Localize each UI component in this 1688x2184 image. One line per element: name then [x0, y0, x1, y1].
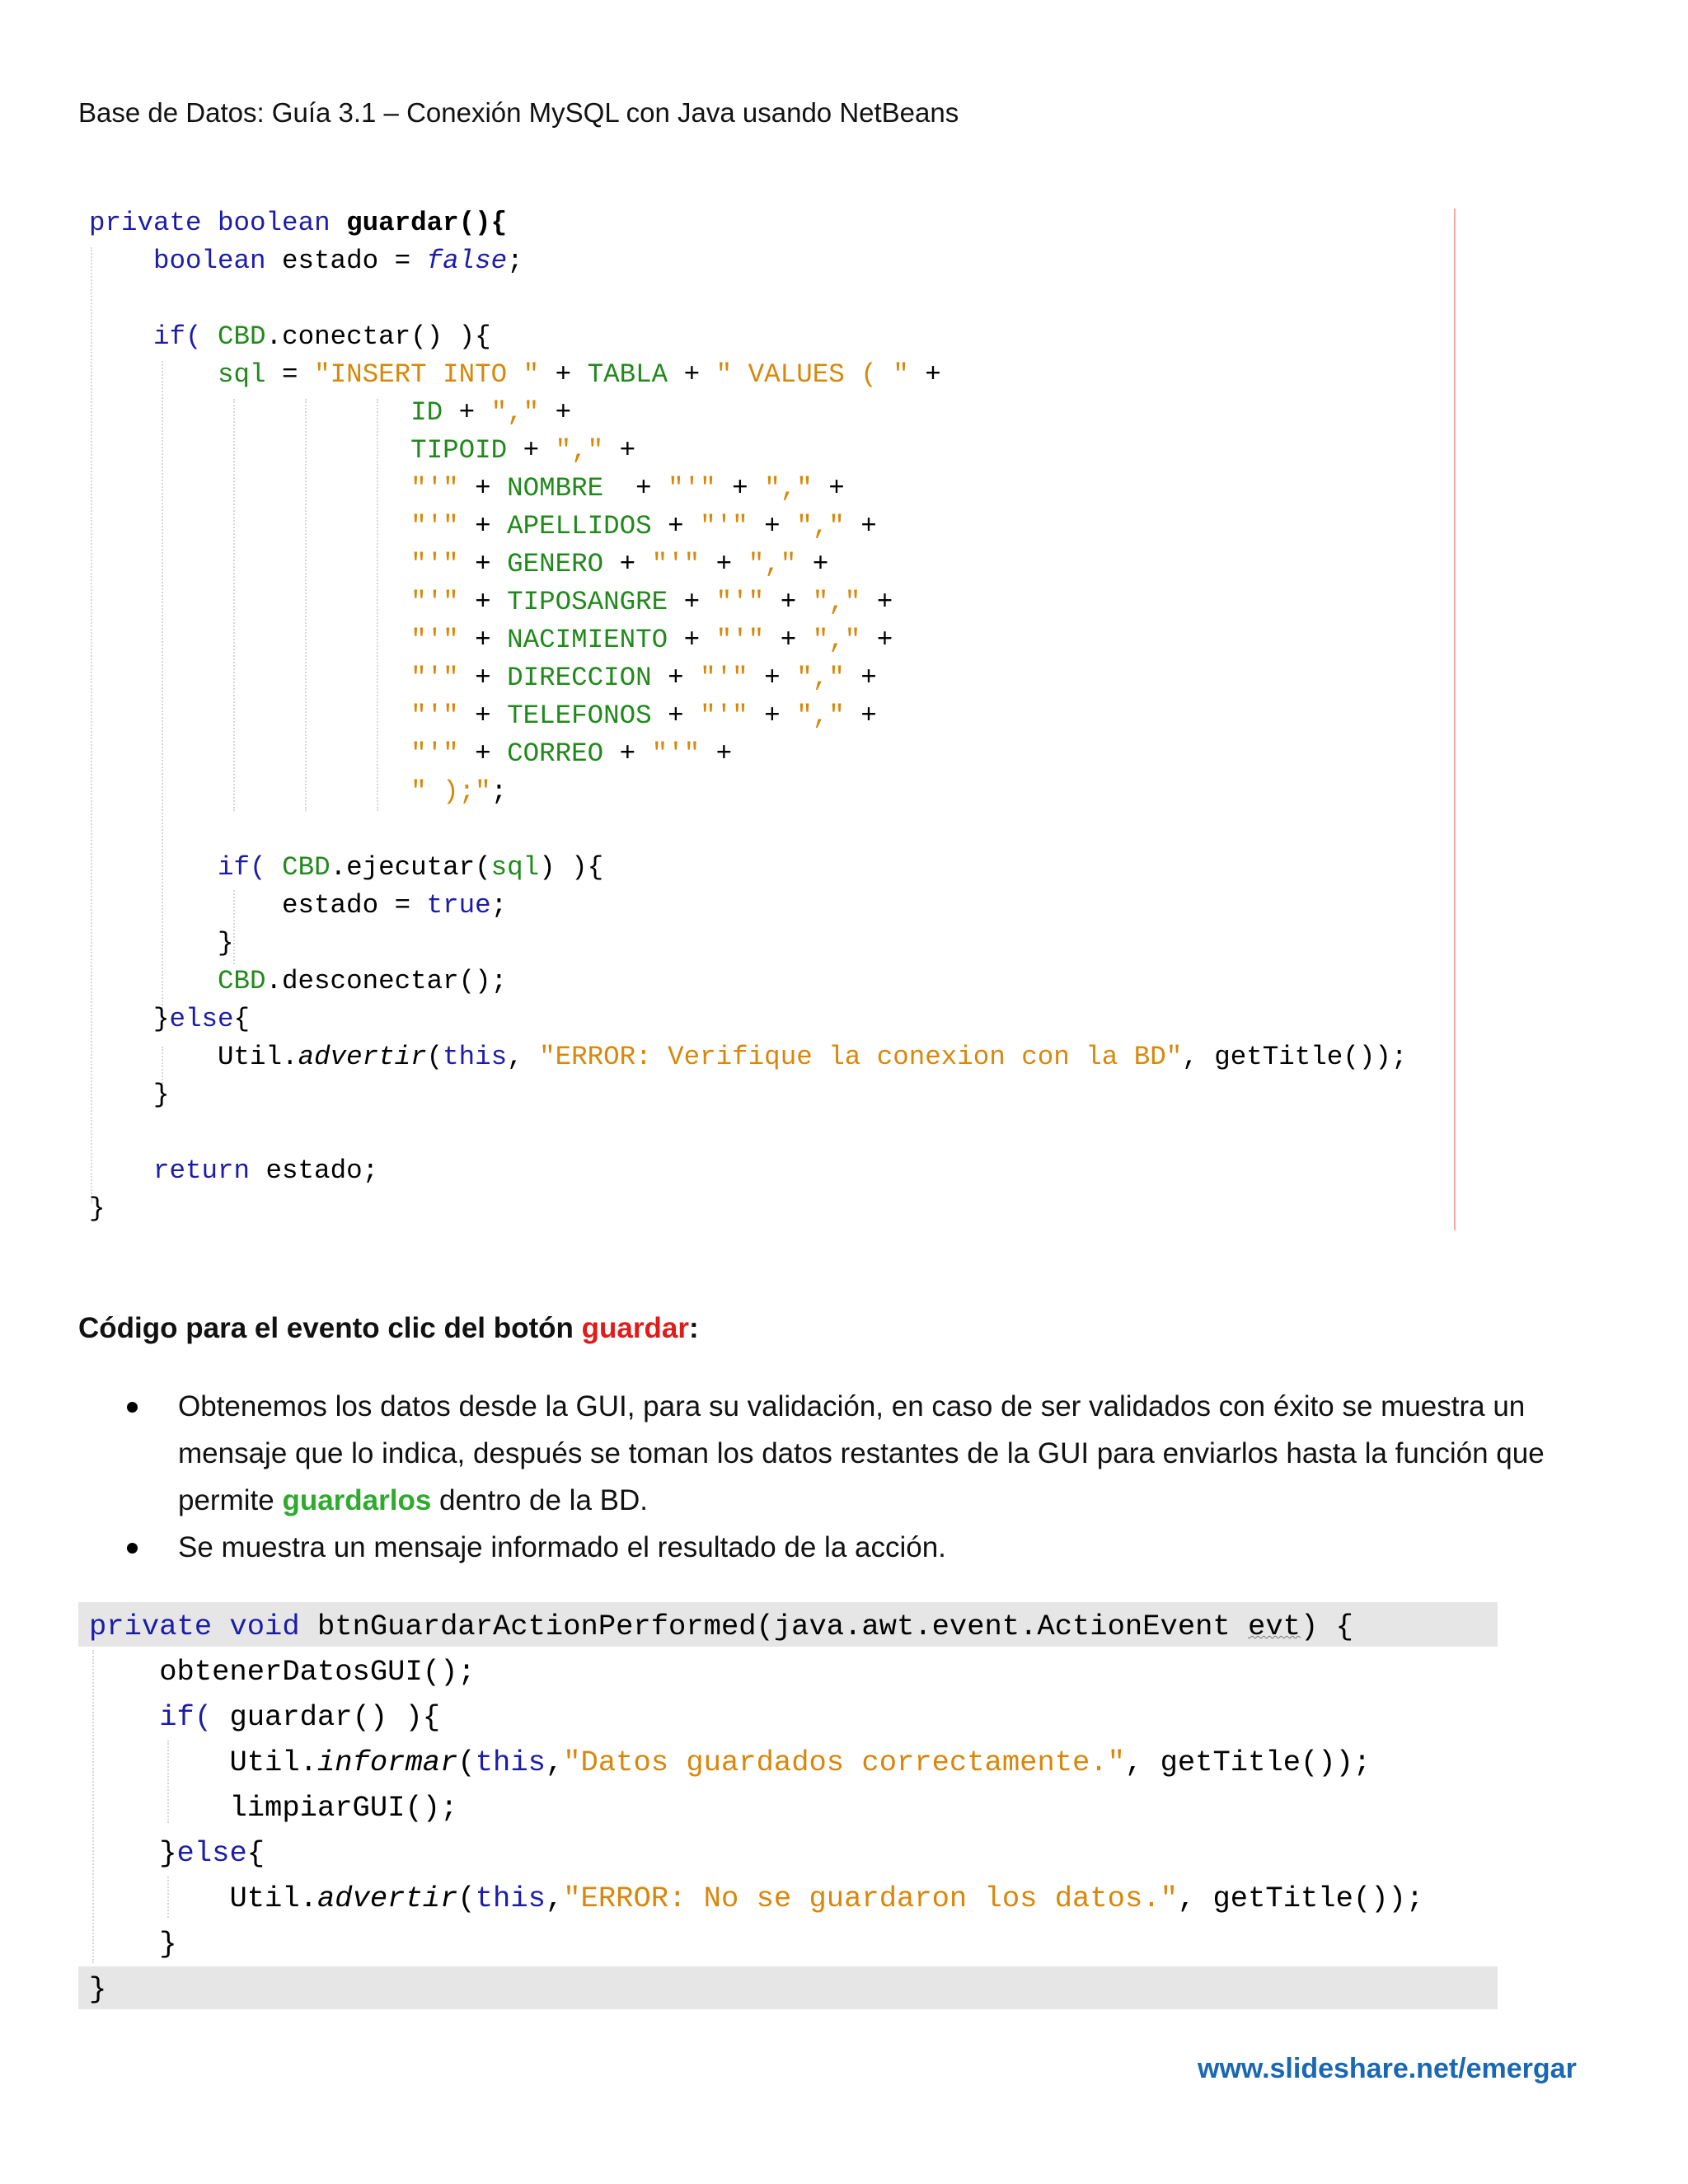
code-line: CBD.desconectar(); [218, 966, 508, 996]
code-line: }else{ [159, 1836, 265, 1870]
bullet-list [124, 1383, 1582, 1571]
code-line: Util.advertir(this, "ERROR: Verifique la conexion con la BD", getTitle()); [218, 1042, 1408, 1072]
code-line: "'" + GENERO + "'" + "," + [410, 549, 829, 579]
code-line: "'" + TELEFONOS + "'" + "," + [410, 701, 877, 731]
code-line: " );"; [410, 776, 508, 807]
code-line: estado = true; [282, 890, 508, 921]
code-block-btn-guardar [89, 1604, 1423, 2012]
code-line: limpiarGUI(); [229, 1791, 458, 1825]
code-line: } [218, 928, 234, 958]
section-title: Código para el evento clic del botón guardar: [78, 1312, 699, 1344]
code-line: "'" + APELLIDOS + "'" + "," + [410, 511, 877, 541]
code-line: "'" + CORREO + "'" + [410, 738, 733, 769]
code-line: "'" + TIPOSANGRE + "'" + "," + [410, 587, 893, 617]
bullet-icon [127, 1543, 138, 1554]
code-line: Util.informar(this,"Datos guardados correctamente.", getTitle()); [229, 1746, 1372, 1779]
code-line: } [89, 1972, 107, 2006]
code-line: if( guardar() ){ [159, 1700, 441, 1734]
code-line: ID + "," + [410, 397, 572, 428]
code-line: sql = "INSERT INTO " + TABLA + " VALUES ( " + [218, 359, 941, 390]
code-line: Util.advertir(this,"ERROR: No se guardaron los datos.", getTitle()); [229, 1882, 1424, 1915]
code-line: "'" + NOMBRE + "'" + "," + [410, 473, 845, 504]
document-header: Base de Datos: Guía 3.1 – Conexión MySQL con Java usando NetBeans [78, 97, 959, 128]
code-line: private void btnGuardarActionPerformed(java.awt.event.ActionEvent evt) { [89, 1610, 1353, 1643]
code-line: TIPOID + "," + [410, 435, 636, 466]
code-line: } [153, 1080, 170, 1110]
code-line: if( CBD.ejecutar(sql) ){ [218, 852, 604, 883]
code-line: }else{ [153, 1004, 251, 1034]
code-line: } [89, 1193, 106, 1224]
code-block-guardar [89, 204, 1407, 1228]
code-line: } [159, 1927, 177, 1961]
bullet-icon [127, 1402, 138, 1413]
footer-link[interactable]: www.slideshare.net/emergar [1198, 2053, 1577, 2084]
editor-margin-line [1454, 209, 1456, 1230]
code-line: private boolean guardar(){ [89, 208, 508, 238]
list-item: Se muestra un mensaje informado el resultado de la acción. [124, 1524, 1582, 1571]
code-line: obtenerDatosGUI(); [159, 1655, 476, 1689]
code-line: "'" + NACIMIENTO + "'" + "," + [410, 625, 893, 655]
list-item: Obtenemos los datos desde la GUI, para su validación, en caso de ser validados con éxito se muestra un mensaje que lo indica, después se toman los datos restantes de la GUI para enviarlos hasta la función que permite guardarlos dentro de la BD. [124, 1383, 1582, 1524]
code-line: boolean estado = false; [153, 246, 523, 276]
code-line: "'" + DIRECCION + "'" + "," + [410, 663, 877, 693]
code-line: return estado; [153, 1155, 379, 1186]
code-line: if( CBD.conectar() ){ [153, 321, 491, 352]
